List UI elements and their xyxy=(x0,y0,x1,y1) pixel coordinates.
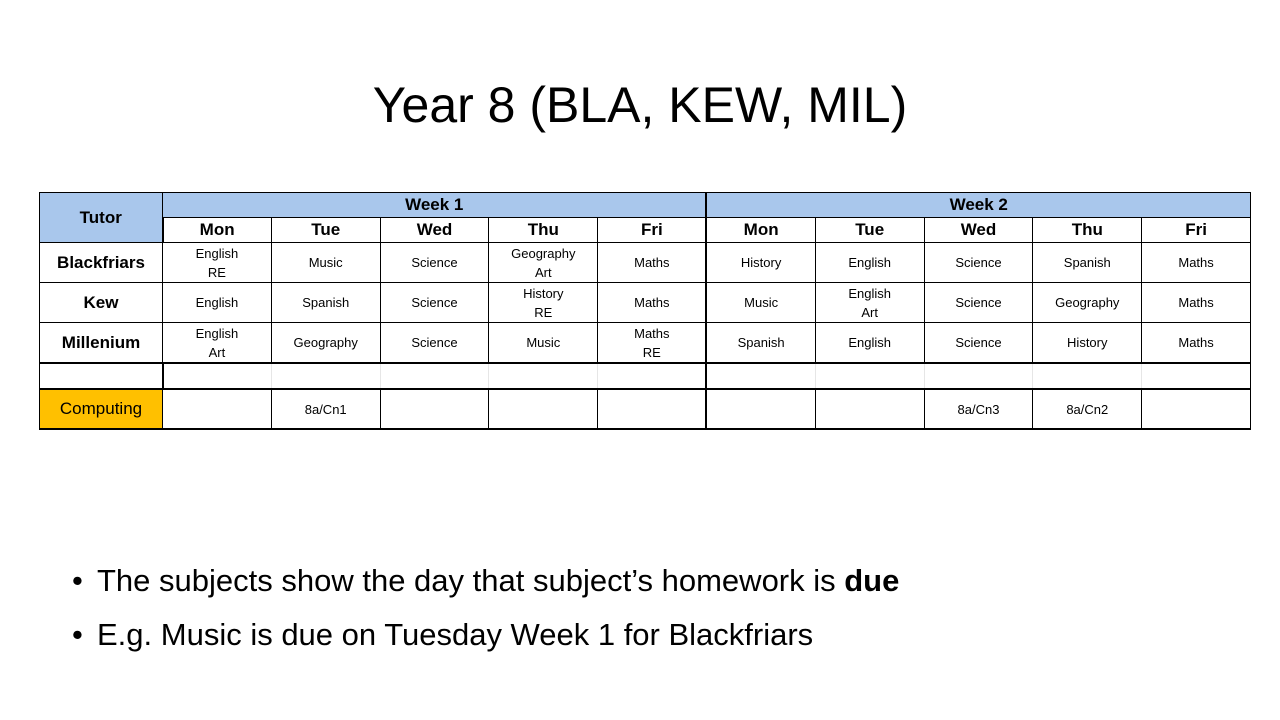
day-header-w1-fri: Fri xyxy=(598,218,707,243)
blank-cell xyxy=(924,363,1033,389)
subject-name: Maths xyxy=(1178,255,1214,270)
note-text: E.g. Music is due on Tuesday Week 1 for Blackfriars xyxy=(97,617,814,652)
subject-name: Art xyxy=(208,344,226,360)
computing-row xyxy=(40,389,1251,429)
day-header-w1-tue: Tue xyxy=(271,218,380,243)
tutor-row-blackfriars xyxy=(40,243,1251,283)
subject-name: English xyxy=(848,335,891,350)
subject-cell xyxy=(924,323,1033,364)
subject-cell xyxy=(598,323,707,364)
bullet-icon: • xyxy=(72,563,83,598)
subject-name: English xyxy=(195,245,239,261)
note-item xyxy=(72,608,899,662)
computing-label: Computing xyxy=(40,389,163,429)
subject-name: English xyxy=(848,255,891,270)
subject-name: RE xyxy=(642,344,661,360)
notes-list xyxy=(72,554,899,662)
subject-cell xyxy=(815,243,924,283)
subject-cell xyxy=(706,283,815,323)
blank-cell xyxy=(1033,363,1142,389)
subject-cell xyxy=(489,323,598,364)
subject-name: Geography xyxy=(1055,295,1120,310)
computing-cell xyxy=(163,389,272,429)
subject-name: Geography xyxy=(293,335,358,350)
subject-name: Music xyxy=(526,335,561,350)
subject-name: Maths xyxy=(1178,295,1214,310)
homework-timetable xyxy=(39,192,1251,430)
day-header-w2-thu: Thu xyxy=(1033,218,1142,243)
subject-name: English xyxy=(195,325,239,341)
tutor-row-millenium xyxy=(40,323,1251,364)
subject-name: History xyxy=(740,255,782,270)
subject-name: RE xyxy=(207,264,226,280)
subject-cell xyxy=(271,243,380,283)
subject-cell xyxy=(380,323,489,364)
subject-name: Art xyxy=(534,264,552,280)
subject-name: Spanish xyxy=(302,295,350,310)
subject-cell xyxy=(489,283,598,323)
blank-cell xyxy=(1142,363,1251,389)
subject-cell xyxy=(924,243,1033,283)
subject-cell xyxy=(815,283,924,323)
subject-cell xyxy=(163,243,272,283)
subject-cell xyxy=(598,243,707,283)
subject-name: English xyxy=(195,295,239,310)
subject-name: Science xyxy=(411,295,458,310)
computing-cell: 8a/Cn1 xyxy=(271,389,380,429)
subject-name: Science xyxy=(955,335,1002,350)
spacer-row xyxy=(40,363,1251,389)
subject-name: Maths xyxy=(634,325,670,341)
subject-cell xyxy=(163,283,272,323)
subject-cell xyxy=(163,323,272,364)
blank-cell xyxy=(489,363,598,389)
blank-cell xyxy=(815,363,924,389)
subject-name: Science xyxy=(411,255,458,270)
subject-name: Maths xyxy=(1178,335,1214,350)
day-header-w1-wed: Wed xyxy=(380,218,489,243)
day-header-w1-mon: Mon xyxy=(163,218,272,243)
computing-cell xyxy=(598,389,707,429)
bullet-icon: • xyxy=(72,617,83,652)
tutor-name: Kew xyxy=(40,283,163,323)
blank-cell xyxy=(706,363,815,389)
computing-cell: 8a/Cn2 xyxy=(1033,389,1142,429)
day-header-w1-thu: Thu xyxy=(489,218,598,243)
subject-cell xyxy=(598,283,707,323)
subject-name: Spanish xyxy=(737,335,785,350)
tutor-name: Blackfriars xyxy=(40,243,163,283)
subject-name: Music xyxy=(744,295,779,310)
computing-cell xyxy=(489,389,598,429)
subject-cell xyxy=(380,243,489,283)
computing-cell xyxy=(380,389,489,429)
subject-name: Maths xyxy=(634,255,670,270)
day-header-w2-mon: Mon xyxy=(706,218,815,243)
subject-cell xyxy=(271,323,380,364)
tutor-name: Millenium xyxy=(40,323,163,364)
subject-name: Art xyxy=(861,304,878,320)
subject-cell xyxy=(1142,323,1251,364)
subject-cell xyxy=(1033,323,1142,364)
subject-name: Science xyxy=(411,335,458,350)
subject-name: Science xyxy=(955,255,1002,270)
subject-cell xyxy=(271,283,380,323)
note-text: The subjects show the day that subject’s homework is xyxy=(97,563,845,598)
week-2-header: Week 2 xyxy=(706,193,1250,218)
blank-cell xyxy=(163,363,272,389)
week-1-header: Week 1 xyxy=(163,193,707,218)
subject-cell xyxy=(815,323,924,364)
subject-name: Spanish xyxy=(1063,255,1111,270)
subject-name: Music xyxy=(308,255,343,270)
blank-cell xyxy=(40,363,163,389)
blank-cell xyxy=(380,363,489,389)
subject-cell xyxy=(706,243,815,283)
computing-cell: 8a/Cn3 xyxy=(924,389,1033,429)
note-emphasis: due xyxy=(844,563,900,598)
day-header-w2-fri: Fri xyxy=(1142,218,1251,243)
subject-name: English xyxy=(848,285,891,301)
tutor-row-kew xyxy=(40,283,1251,323)
subject-name: Science xyxy=(955,295,1002,310)
subject-cell xyxy=(1142,283,1251,323)
subject-cell xyxy=(1033,283,1142,323)
subject-name: History xyxy=(1067,335,1108,350)
note-item xyxy=(72,554,899,608)
blank-cell xyxy=(271,363,380,389)
subject-name: Geography xyxy=(511,245,576,261)
subject-name: Maths xyxy=(634,295,670,310)
day-header-w2-wed: Wed xyxy=(924,218,1033,243)
blank-cell xyxy=(598,363,707,389)
subject-name: History xyxy=(523,285,564,301)
page-title: Year 8 (BLA, KEW, MIL) xyxy=(372,77,908,133)
subject-cell xyxy=(1033,243,1142,283)
subject-cell xyxy=(924,283,1033,323)
subject-cell xyxy=(1142,243,1251,283)
computing-cell xyxy=(815,389,924,429)
day-header-w2-tue: Tue xyxy=(815,218,924,243)
subject-name: RE xyxy=(534,304,553,320)
computing-cell xyxy=(1142,389,1251,429)
subject-cell xyxy=(706,323,815,364)
tutor-header: Tutor xyxy=(40,193,163,243)
subject-cell xyxy=(380,283,489,323)
computing-cell xyxy=(706,389,815,429)
subject-cell xyxy=(489,243,598,283)
